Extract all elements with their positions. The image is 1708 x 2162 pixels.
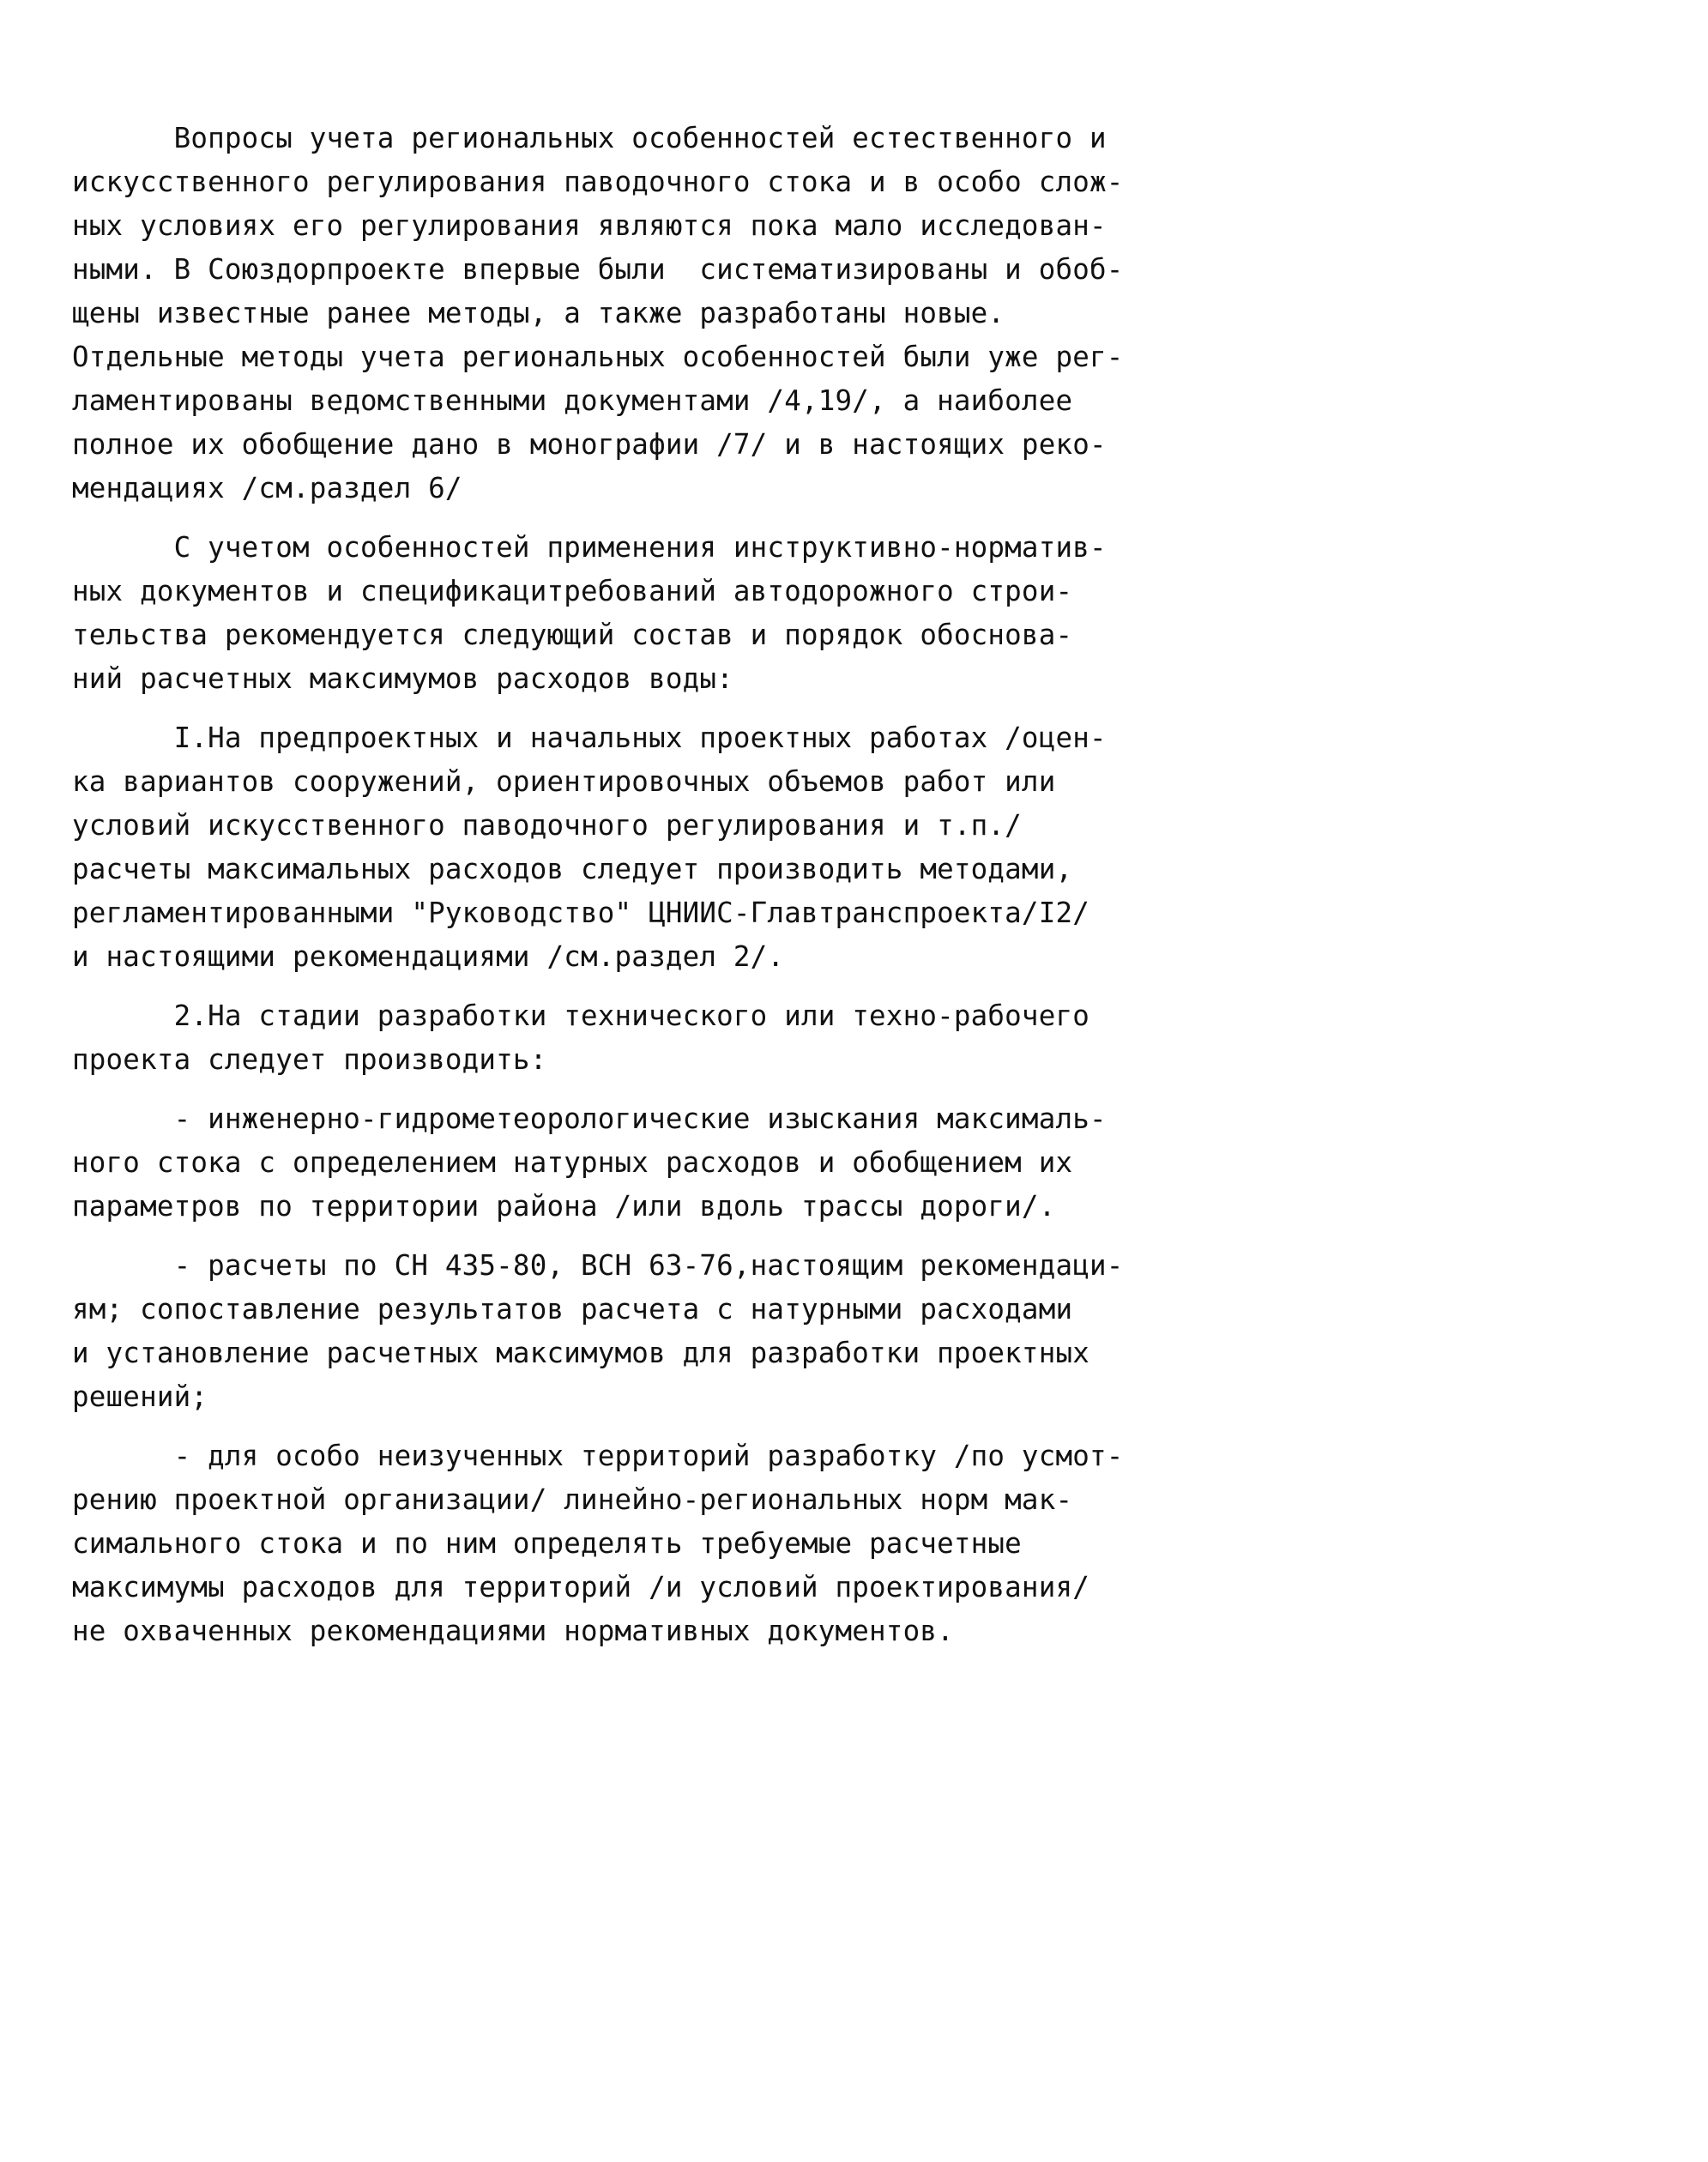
text-line: ламентированы ведомственными документами /4,19/, а наиболее xyxy=(72,384,1073,417)
text-line: Вопросы учета региональных особенностей естественного и xyxy=(72,122,1107,154)
text-line: и установление расчетных максимумов для разработки проектных xyxy=(72,1337,1089,1369)
paragraph-p5 xyxy=(72,1097,1187,1229)
text-line: Отдельные методы учета региональных особенностей были уже рег- xyxy=(72,341,1124,373)
text-line: тельства рекомендуется следующий состав и порядок обоснова- xyxy=(72,619,1073,651)
document-body xyxy=(72,117,1187,1669)
paragraph-p3 xyxy=(72,716,1187,979)
paragraph-p2 xyxy=(72,526,1187,701)
text-line: ного стока с определением натурных расходов и обобщением их xyxy=(72,1146,1073,1179)
text-line: С учетом особенностей применения инструктивно-норматив- xyxy=(72,531,1107,564)
text-line: мендациях /см.раздел 6/ xyxy=(72,472,462,504)
text-line: максимумы расходов для территорий /и условий проектирования/ xyxy=(72,1571,1089,1603)
text-line: полное их обобщение дано в монографии /7/ и в настоящих реко- xyxy=(72,428,1107,461)
text-line: ний расчетных максимумов расходов воды: xyxy=(72,662,733,695)
paragraph-p4 xyxy=(72,994,1187,1082)
text-line: и настоящими рекомендациями /см.раздел 2/. xyxy=(72,940,785,973)
text-line: ка вариантов сооружений, ориентировочных объемов работ или xyxy=(72,765,1056,798)
paragraph-p1 xyxy=(72,117,1187,510)
text-line: рению проектной организации/ линейно-региональных норм мак- xyxy=(72,1483,1073,1516)
text-line: симального стока и по ним определять требуемые расчетные xyxy=(72,1527,1022,1560)
text-line: ных документов и спецификацитребований автодорожного строи- xyxy=(72,575,1073,607)
text-line: искусственного регулирования паводочного стока и в особо слож- xyxy=(72,166,1124,198)
text-line: ными. В Союздорпроекте впервые были систематизированы и обоб- xyxy=(72,253,1124,286)
text-line: ных условиях его регулирования являются пока мало исследован- xyxy=(72,209,1107,242)
text-line: 2.На стадии разработки технического или техно-рабочего xyxy=(72,999,1089,1032)
text-line: параметров по территории района /или вдоль трассы дороги/. xyxy=(72,1190,1056,1223)
paragraph-p6 xyxy=(72,1244,1187,1419)
text-line: проекта следует производить: xyxy=(72,1043,547,1076)
text-line: регламентированными "Руководство" ЦНИИС-Главтранспроекта/I2/ xyxy=(72,897,1089,929)
text-line: решений; xyxy=(72,1380,208,1413)
paragraph-p7 xyxy=(72,1434,1187,1653)
text-line: условий искусственного паводочного регулирования и т.п./ xyxy=(72,809,1022,842)
text-line: - расчеты по СН 435-80, ВСН 63-76,настоящим рекомендаци- xyxy=(72,1249,1124,1282)
text-line: не охваченных рекомендациями нормативных документов. xyxy=(72,1615,954,1647)
text-line: - инженерно-гидрометеорологические изыскания максималь- xyxy=(72,1102,1107,1135)
text-line: I.На предпроектных и начальных проектных работах /оцен- xyxy=(72,722,1107,754)
text-line: расчеты максимальных расходов следует производить методами, xyxy=(72,853,1073,885)
text-line: ям; сопоставление результатов расчета с натурными расходами xyxy=(72,1293,1073,1326)
text-line: щены известные ранее методы, а также разработаны новые. xyxy=(72,297,1005,329)
text-line: - для особо неизученных территорий разработку /по усмот- xyxy=(72,1440,1124,1472)
